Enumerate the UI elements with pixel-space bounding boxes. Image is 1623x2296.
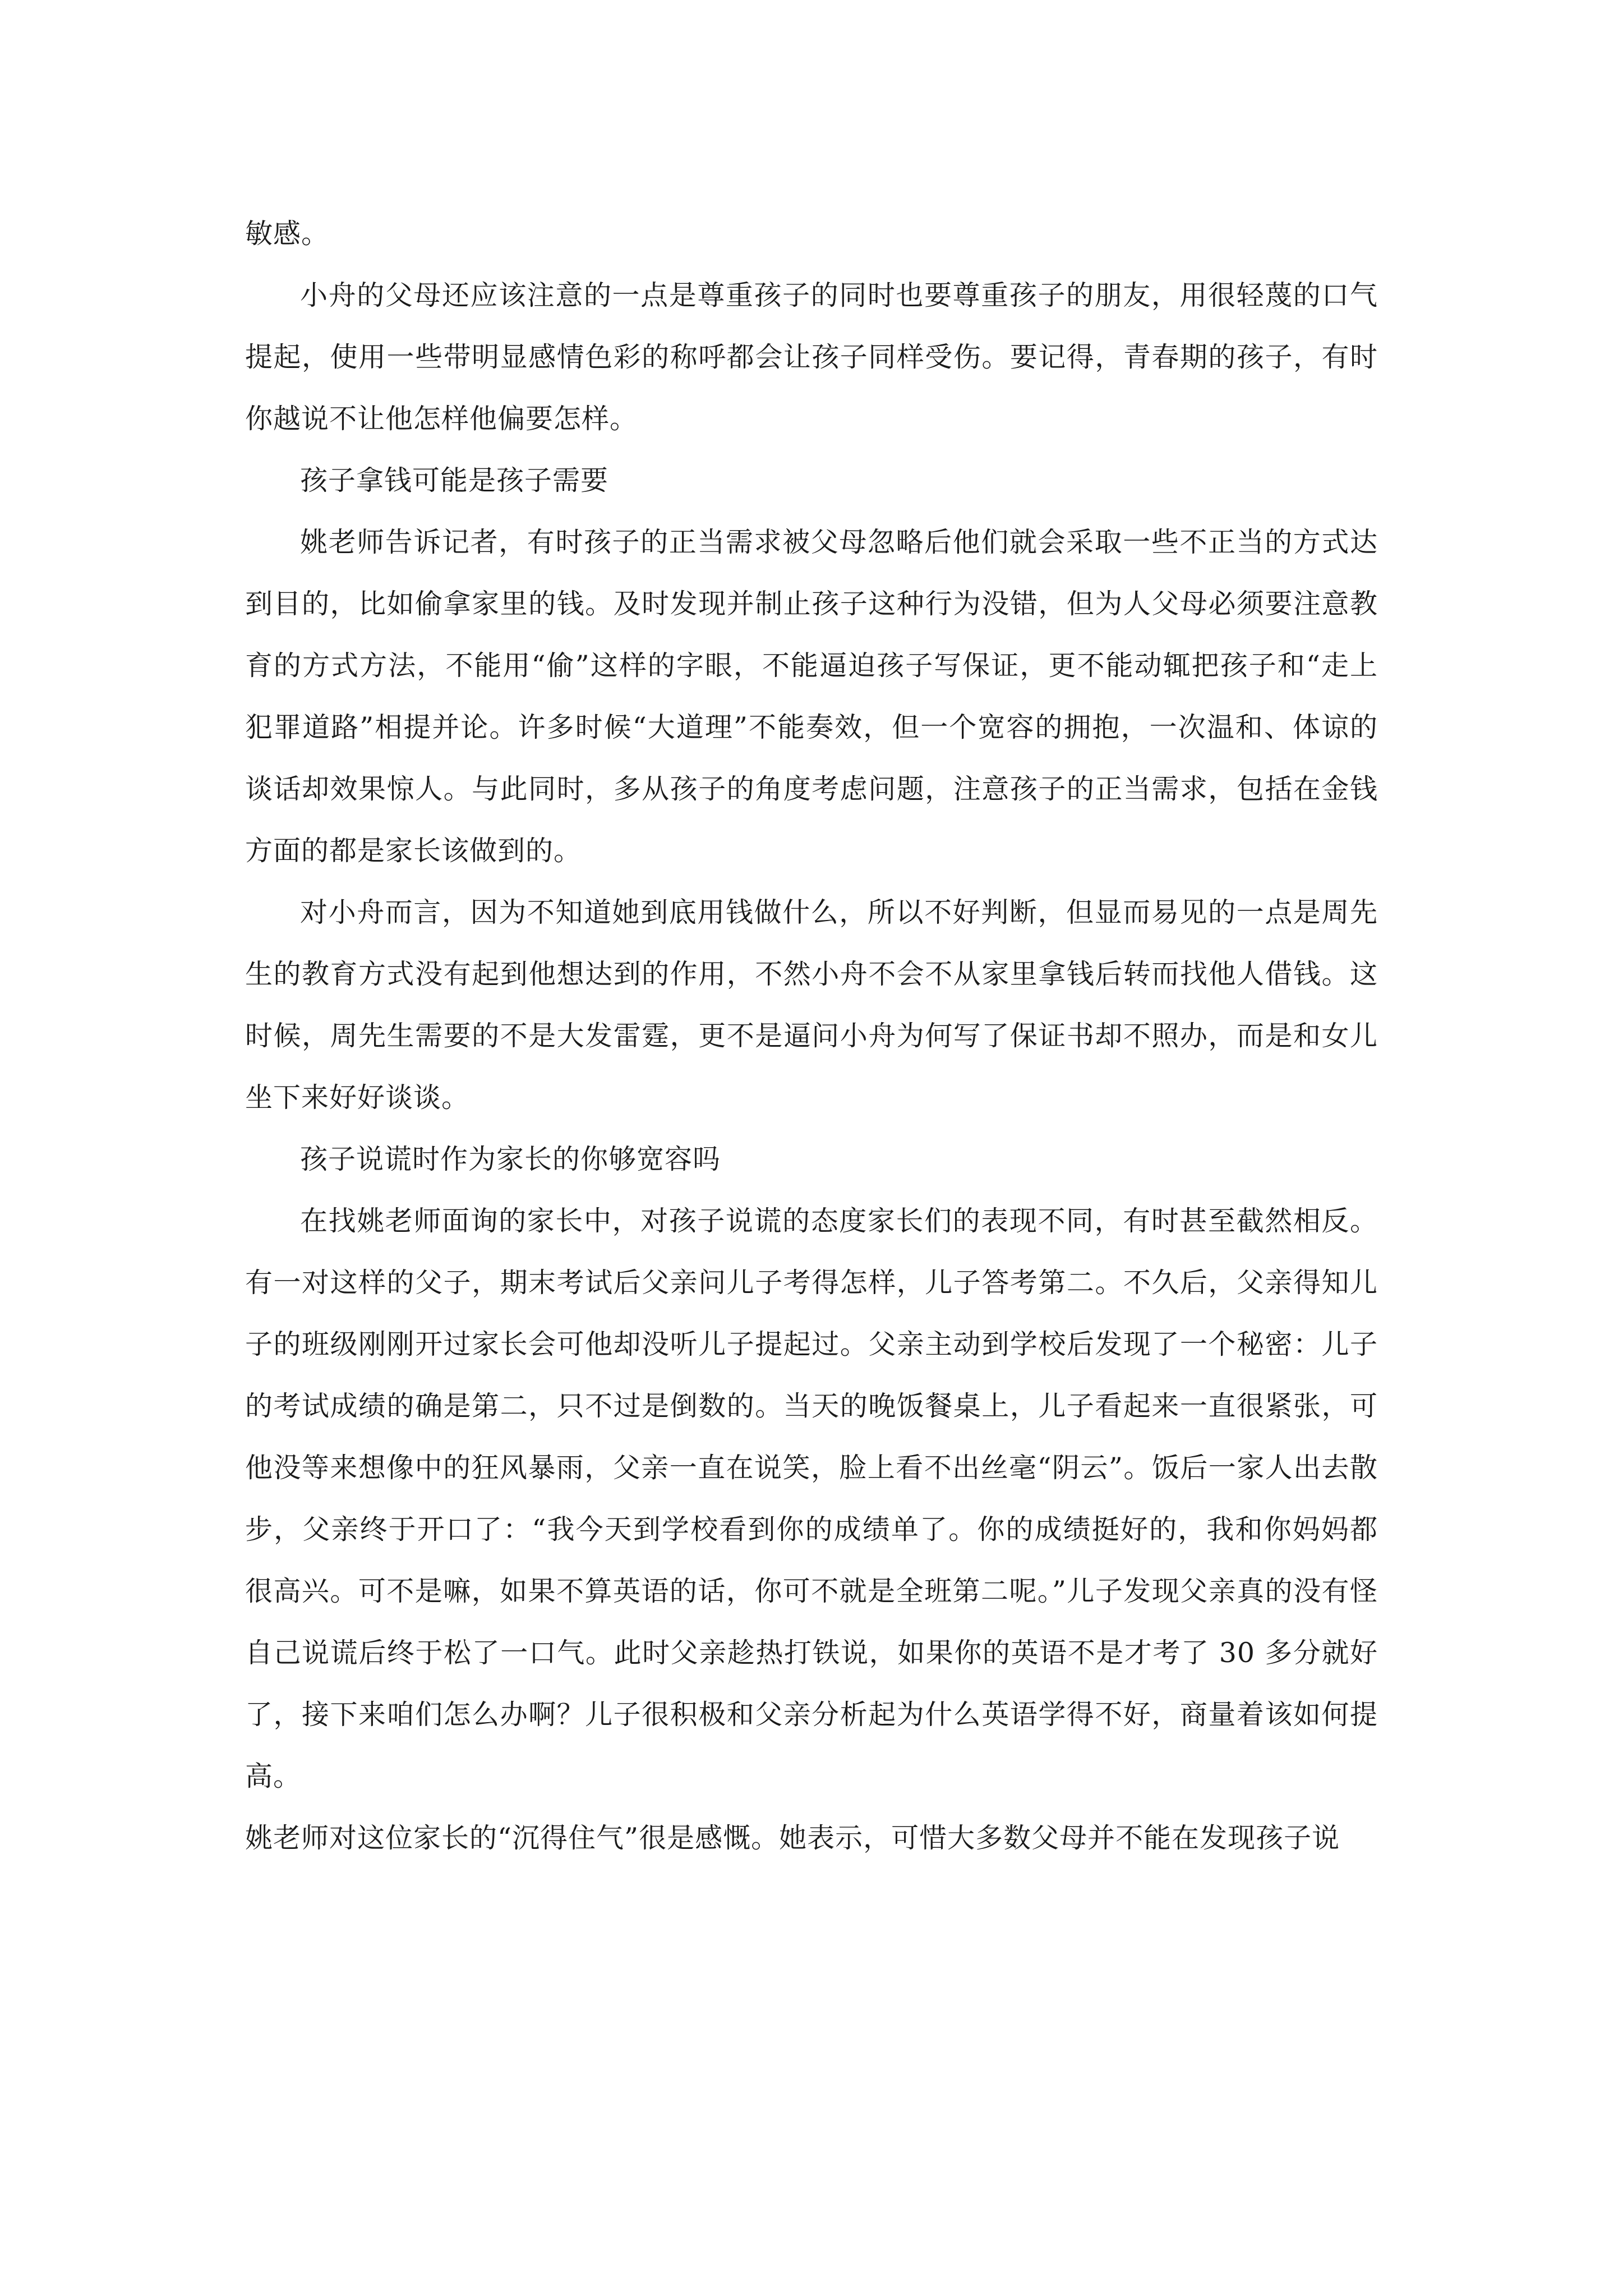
- paragraph-xiaozhou-case: 对小舟而言，因为不知道她到底用钱做什么，所以不好判断，但显而易见的一点是周先生的教育方式没有起到他想达到的作用，不然小舟不会不从家里拿钱后转而找他人借钱。这时候，周先生需要的不是大发雷霆，更不是逼问小舟为何写了保证书却不照办，而是和女儿坐下来好好谈谈。: [245, 896, 1378, 1114]
- paragraph-father-son-story: 在找姚老师面询的家长中，对孩子说谎的态度家长们的表现不同，有时甚至截然相反。有一对这样的父子，期末考试后父亲问儿子考得怎样，儿子答考第二。不久后，父亲得知儿子的班级刚刚开过家长会可他却没听儿子提起过。父亲主动到学校后发现了一个秘密：儿子的考试成绩的确是第二，只不过是倒数的。当天的晚饭餐桌上，儿子看起来一直很紧张，可他没等来想像中的狂风暴雨，父亲一直在说笑，脸上看不出丝毫“阴云”。饭后一家人出去散步，父亲终于开口了：“我今天到学校看到你的成绩单了。你的成绩挺好的，我和你妈妈都很高兴。可不是嘛，如果不算英语的话，你可不就是全班第二呢。”儿子发现父亲真的没有怪自己说谎后终于松了一口气。此时父亲趁热打铁说，如果你的英语不是才考了 30 多分就好了，接下来咱们怎么办啊？儿子很积极和父亲分析起为什么英语学得不好，商量着该如何提高。: [245, 1205, 1378, 1792]
- paragraph-continuation: 敏感。: [245, 218, 330, 250]
- section-heading-lying-tolerance: 孩子说谎时作为家长的你够宽容吗: [300, 1143, 721, 1175]
- document-body: [245, 203, 1378, 1869]
- paragraph-respect-friends: 小舟的父母还应该注意的一点是尊重孩子的同时也要尊重孩子的朋友，用很轻蔑的口气提起，使用一些带明显感情色彩的称呼都会让孩子同样受伤。要记得，青春期的孩子，有时你越说不让他怎样他偏要怎样。: [245, 279, 1378, 435]
- paragraph-teacher-advice: 姚老师告诉记者，有时孩子的正当需求被父母忽略后他们就会采取一些不正当的方式达到目的，比如偷拿家里的钱。及时发现并制止孩子这种行为没错，但为人父母必须要注意教育的方式方法，不能用“偷”这样的字眼，不能逼迫孩子写保证，更不能动辄把孩子和“走上犯罪道路”相提并论。许多时候“大道理”不能奏效，但一个宽容的拥抱，一次温和、体谅的谈话却效果惊人。与此同时，多从孩子的角度考虑问题，注意孩子的正当需求，包括在金钱方面的都是家长该做到的。: [245, 526, 1378, 867]
- section-heading-money-needs: 孩子拿钱可能是孩子需要: [300, 464, 609, 496]
- paragraph-teacher-comment: 姚老师对这位家长的“沉得住气”很是感慨。她表示，可惜大多数父母并不能在发现孩子说: [245, 1822, 1340, 1854]
